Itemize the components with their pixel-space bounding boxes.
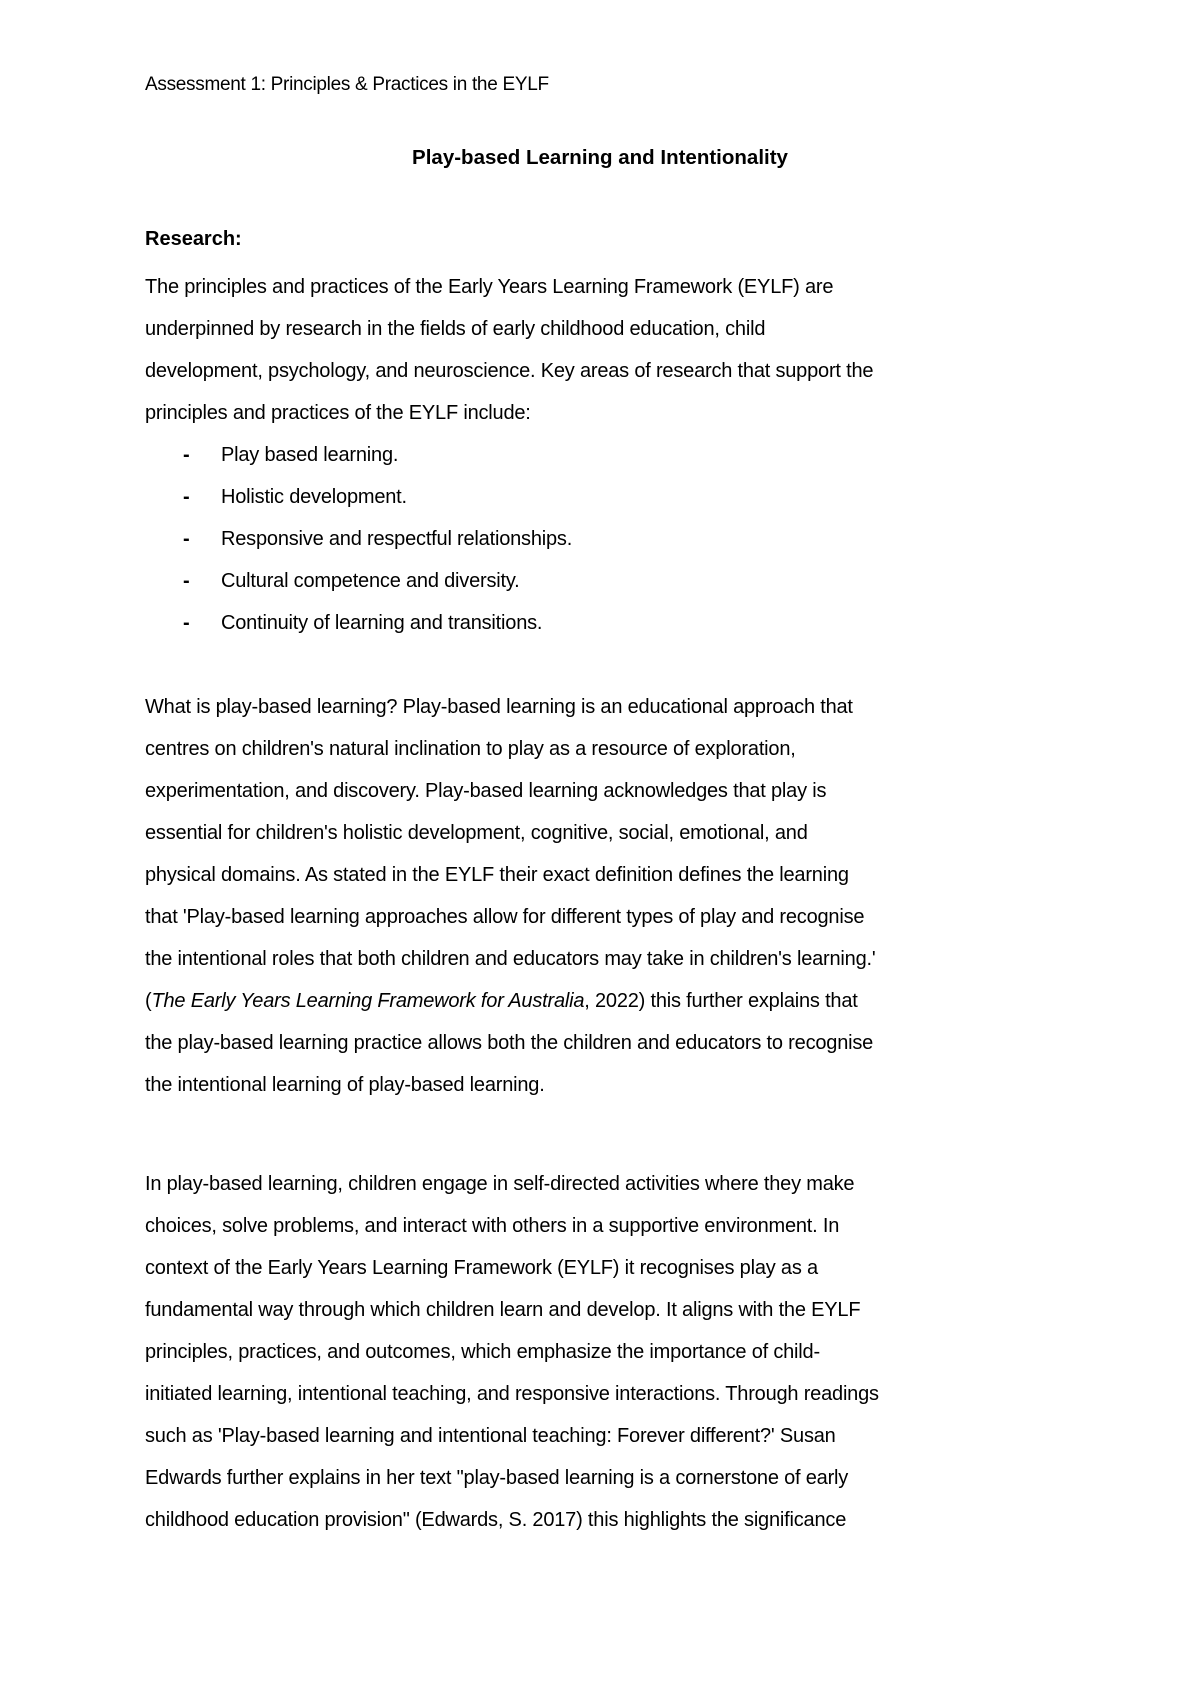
text-line: Edwards further explains in her text "play-based learning is a cornerstone of early (145, 1467, 849, 1489)
text-line: principles and practices of the EYLF include: (145, 402, 531, 424)
citation-open: ( (145, 990, 152, 1012)
research-areas-list (145, 434, 572, 644)
citation-rest: , 2022) this further explains that (584, 990, 858, 1012)
section-heading-research: Research: (145, 228, 242, 250)
text-line: childhood education provision" (Edwards, S. 2017) this highlights the significance (145, 1509, 847, 1531)
text-line: What is play-based learning? Play-based learning is an educational approach that (145, 696, 853, 718)
dash-bullet-icon: - (183, 486, 190, 508)
list-item-text: Play based learning. (221, 444, 399, 466)
text-line: the intentional roles that both children and educators may take in children's learning.' (145, 948, 876, 970)
citation-title: The Early Years Learning Framework for Australia (151, 990, 585, 1012)
text-line: The principles and practices of the Early Years Learning Framework (EYLF) are (145, 276, 834, 298)
document-title: Play-based Learning and Intentionality (412, 146, 788, 169)
list-item (145, 602, 572, 644)
text-line: the intentional learning of play-based learning. (145, 1074, 545, 1096)
text-line: centres on children's natural inclination to play as a resource of exploration, (145, 738, 796, 760)
paragraph-self-directed-learning (145, 1163, 1065, 1541)
list-item (145, 476, 572, 518)
text-line: underpinned by research in the fields of early childhood education, child (145, 318, 766, 340)
list-item-text: Holistic development. (221, 486, 407, 508)
citation-line (145, 980, 1065, 1022)
dash-bullet-icon: - (183, 528, 190, 550)
list-item (145, 434, 572, 476)
text-line: that 'Play-based learning approaches allow for different types of play and recognise (145, 906, 865, 928)
paragraph-research-intro (145, 266, 1065, 434)
list-item-text: Continuity of learning and transitions. (221, 612, 543, 634)
paragraph-what-is-play-based-learning (145, 686, 1065, 1106)
text-line: choices, solve problems, and interact with others in a supportive environment. In (145, 1215, 840, 1237)
text-line: fundamental way through which children learn and develop. It aligns with the EYLF (145, 1299, 861, 1321)
list-item (145, 560, 572, 602)
dash-bullet-icon: - (183, 570, 190, 592)
text-line: development, psychology, and neuroscience. Key areas of research that support the (145, 360, 874, 382)
text-line: essential for children's holistic development, cognitive, social, emotional, and (145, 822, 808, 844)
text-line: the play-based learning practice allows both the children and educators to recognise (145, 1032, 874, 1054)
list-item-text: Responsive and respectful relationships. (221, 528, 573, 550)
text-line: principles, practices, and outcomes, which emphasize the importance of child- (145, 1341, 820, 1363)
dash-bullet-icon: - (183, 612, 190, 634)
text-line: such as 'Play-based learning and intentional teaching: Forever different?' Susan (145, 1425, 836, 1447)
text-line: context of the Early Years Learning Framework (EYLF) it recognises play as a (145, 1257, 818, 1279)
list-item-text: Cultural competence and diversity. (221, 570, 520, 592)
text-line: experimentation, and discovery. Play-based learning acknowledges that play is (145, 780, 827, 802)
dash-bullet-icon: - (183, 444, 190, 466)
text-line: In play-based learning, children engage in self-directed activities where they make (145, 1173, 855, 1195)
document-header: Assessment 1: Principles & Practices in the EYLF (145, 74, 549, 95)
text-line: initiated learning, intentional teaching, and responsive interactions. Through readings (145, 1383, 879, 1405)
text-line: physical domains. As stated in the EYLF their exact definition defines the learning (145, 864, 849, 886)
list-item (145, 518, 572, 560)
